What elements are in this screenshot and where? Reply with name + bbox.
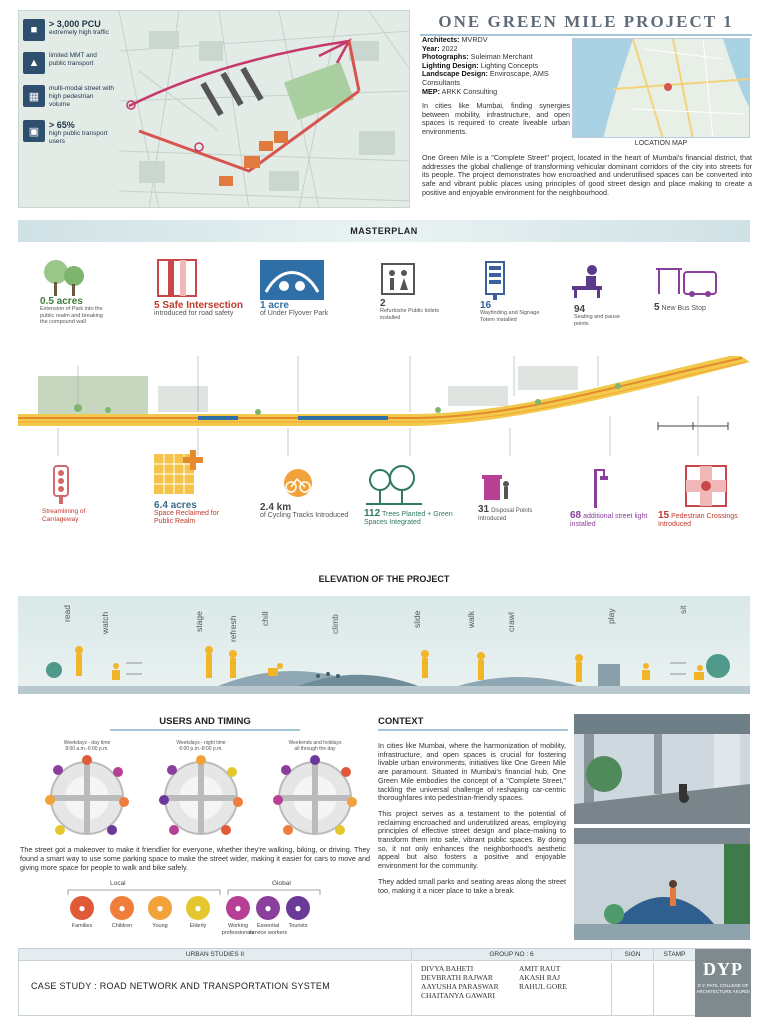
elevation-word: refresh xyxy=(228,615,238,642)
elderly-icon: ● xyxy=(186,896,210,920)
train-icon: ▲ xyxy=(23,52,45,74)
pedestrian-crossing-icon xyxy=(684,464,728,508)
map-legend xyxy=(23,19,115,157)
legend-stat: > 3,000 PCU xyxy=(49,19,101,29)
location-map xyxy=(572,38,750,138)
elevation-word: climb xyxy=(330,614,340,634)
user-label: Children xyxy=(111,923,133,929)
toilet-icon xyxy=(380,262,416,296)
member-name: DIVYA BAHETI xyxy=(421,964,474,973)
masterplan-title: MASTERPLAN xyxy=(18,220,750,242)
users-description: The street got a makeover to make it friendlier for everyone, whether they're walking, biking, or driving. They found a smart way to use some parking space to make the street wider, making it easier for cars to move and giving more space for people to walk and bike safely. xyxy=(20,845,370,872)
legend-item xyxy=(23,19,115,41)
member-name: AAYUSHA PARASWAR xyxy=(421,982,499,991)
member-name: RAHUL GORE xyxy=(519,982,567,991)
credit-line: Architects: MVRDV xyxy=(422,35,488,44)
stat-safe-intersection: 5 Safe Intersection introduced for road safety xyxy=(154,300,243,317)
user-label: Tourists xyxy=(288,923,308,929)
users-timing-title: USERS AND TIMING xyxy=(110,716,300,731)
worker-icon: ● xyxy=(226,896,250,920)
stat-pedestrian-crossings: 15 Pedestrian Crossings Introduced xyxy=(658,510,738,528)
clock-diagram xyxy=(146,752,256,852)
credit-line: MEP: ARKK Consulting xyxy=(422,86,498,96)
college-logo xyxy=(695,949,751,1017)
credit-line: Year: 2022 xyxy=(422,43,458,53)
elevation-word: play xyxy=(606,608,616,624)
stat-seating: 94 Seating and pause points xyxy=(574,304,620,327)
trees-icon xyxy=(366,464,422,508)
legend-label: high public transport users xyxy=(49,130,108,145)
signage-icon xyxy=(480,260,510,300)
stat-space-reclaimed: 6.4 acres Space Reclaimed for Public Realm xyxy=(154,500,219,525)
legend-item xyxy=(23,52,115,74)
project-title: ONE GREEN MILE PROJECT 1 xyxy=(420,12,752,36)
seating-icon xyxy=(570,262,604,298)
stamp-label: STAMP xyxy=(653,949,695,961)
cycle-icon xyxy=(280,468,316,498)
park-icon xyxy=(40,256,90,296)
credit-line: Lighting Design: Lighting Concepts xyxy=(422,60,539,70)
tourist-icon: ● xyxy=(286,896,310,920)
legend-label: multi-modal street with high pedestrian volume xyxy=(49,85,115,108)
intersection-icon xyxy=(154,256,200,298)
credit-line: Landscape Design: Enviroscape, AMS Consultants xyxy=(422,69,549,87)
location-map-drawing xyxy=(573,39,750,138)
elevation-word: read xyxy=(62,604,72,622)
elevation-word: walk xyxy=(466,610,476,628)
elevation-word: slide xyxy=(412,610,422,628)
context-title: CONTEXT xyxy=(378,716,568,731)
elevation-title: ELEVATION OF THE PROJECT xyxy=(318,574,450,584)
legend-label: extremely high traffic xyxy=(49,29,109,36)
footer xyxy=(18,948,750,1016)
park-photo xyxy=(574,828,750,940)
sign-box xyxy=(611,963,612,1015)
legend-stat: > 65% xyxy=(49,120,75,130)
elevation-word: stage xyxy=(194,611,204,632)
family-icon: ● xyxy=(70,896,94,920)
clock-diagram xyxy=(260,752,370,852)
context-paragraph: This project serves as a testament to the potential of reclaiming encroached and underutilized areas, employing principles of effective street design and place-making to transform them into safe, vibrant public spaces. By doing so, it not only enhances the neighborhood's aesthetic appeal but also fosters a positive and enjoyable environment for the community. xyxy=(378,808,566,871)
logo-subtext: D.Y. PATIL COLLEGE OF ARCHITECTURE AKURDI xyxy=(696,983,750,994)
context-paragraph: They added small parks and seating areas along the street too, making it a nicer place to take a break. xyxy=(378,876,566,895)
car-icon: ■ xyxy=(23,19,45,41)
elevation-word: sit xyxy=(678,605,688,614)
space-reclaim-icon xyxy=(154,450,206,498)
stat-public-toilets: 2 Refurbishe Public toilets installed xyxy=(380,298,440,321)
flyover-park-icon xyxy=(260,260,324,300)
stat-cycling-tracks: 2.4 km of Cycling Tracks Introduced xyxy=(260,502,349,519)
stat-park-extension: 0.5 acres Extension of Park into the public realm and breaking the compound wall xyxy=(40,296,103,325)
project-description: One Green Mile is a "Complete Street" project, located in the heart of Mumbai's financial district, that addresses the global challenge of transforming vehicular dominant corridors of the city into streets for its people. The project demonstrates how encroached and underutilised spaces can be converted into safe and vibrant public places using principles of good street design and place making to create a positive and enjoyable environment for the neighbourhood. xyxy=(422,153,752,197)
user-label: Elderly xyxy=(189,923,207,929)
user-label: Essential service workers xyxy=(248,923,288,936)
masterplan xyxy=(18,246,750,562)
bus-icon: ▣ xyxy=(23,120,45,142)
stat-bus-stop: 5 New Bus Stop xyxy=(654,302,706,313)
course-name: URBAN STUDIES II xyxy=(185,951,245,958)
young-icon: ● xyxy=(148,896,172,920)
street-light-icon xyxy=(584,464,608,508)
sign-label: SIGN xyxy=(611,949,653,961)
logo-text: DYP xyxy=(703,959,743,979)
stat-trees-planted: 112 Trees Planted + Green Spaces Integrated xyxy=(364,508,453,526)
masterplan-drawing xyxy=(18,356,750,456)
context-text xyxy=(378,742,566,902)
legend-label: limited MMT and public transport xyxy=(49,52,97,67)
member-name: CHAITANYA GAWARI xyxy=(421,991,496,1000)
stat-wayfinding: 16 Wayfinding and Signage Totem installed xyxy=(480,300,540,323)
credits xyxy=(422,36,567,96)
stat-disposal-points: 31 Disposal Points Introduced xyxy=(478,504,533,522)
local-label: Local xyxy=(110,880,126,887)
elevation-word: crawl xyxy=(506,612,516,632)
elevation-word: chill xyxy=(260,611,270,626)
stamp-box xyxy=(653,963,654,1015)
member-name: DEVBRATH RAJWAR xyxy=(421,973,493,982)
bus-stop-icon xyxy=(654,264,718,298)
member-name: AKASH RAJ xyxy=(519,973,561,982)
elevation-word: watch xyxy=(100,611,110,634)
legend-item xyxy=(23,120,115,146)
disposal-icon xyxy=(480,472,512,504)
user-label: Working professionals xyxy=(221,923,255,936)
site-map xyxy=(18,10,410,208)
stat-carriageway: Streamlining of Carriageway xyxy=(42,508,86,523)
street-icon: ▦ xyxy=(23,85,45,107)
group-number: GROUP NO : 6 xyxy=(411,949,611,961)
context-paragraph: In cities like Mumbai, where the harmonization of mobility, infrastructure, and open spaces is crucial for fostering livable urban environments, initiatives like One Green Mile are paramount. Situated in Mumbai's financial hub, One Green Mile embodies the concept of a "Complete Street," tackling the universal challenge of reshaping car-centric thoroughfares into pedestrian-friendly spaces. xyxy=(378,741,566,803)
legend-item xyxy=(23,85,115,109)
elevation-drawing xyxy=(18,596,750,694)
stat-street-lights: 68 additional street light installed xyxy=(570,510,648,528)
member-name: AMIT RAUT xyxy=(519,964,561,973)
group-brackets xyxy=(20,888,380,896)
location-map-label: LOCATION MAP xyxy=(634,140,688,147)
stat-flyover-park: 1 acre of Under Flyover Park xyxy=(260,300,329,317)
traffic-light-icon xyxy=(44,464,84,504)
clock-diagram xyxy=(32,752,142,852)
global-label: Global xyxy=(272,880,291,887)
children-icon: ● xyxy=(110,896,134,920)
street-photo xyxy=(574,714,750,824)
user-label: Families xyxy=(71,923,93,929)
intro-text: In cities like Mumbai, finding synergies between mobility, infrastructure, and open spaces is required to create liveable urban environments. xyxy=(422,101,570,136)
case-study-title: CASE STUDY : ROAD NETWORK AND TRANSPORTATION SYSTEM xyxy=(31,981,331,991)
user-label: Young xyxy=(152,923,168,929)
service-icon: ● xyxy=(256,896,280,920)
credit-line: Photographs: Suleiman Merchant xyxy=(422,52,533,62)
